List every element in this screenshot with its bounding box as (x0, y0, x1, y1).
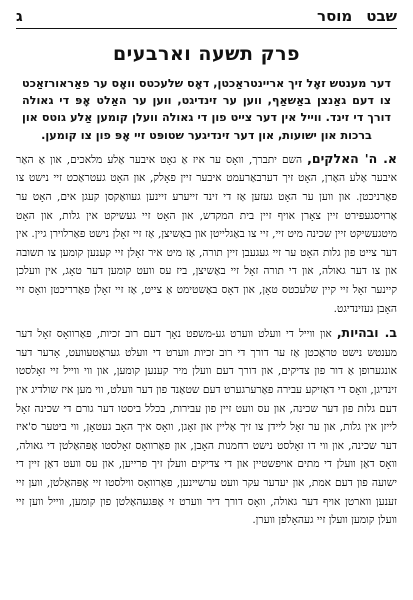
running-head (16, 6, 397, 29)
paragraph-b (16, 324, 397, 530)
chapter-title: פרק תשעה וארבעים (112, 43, 301, 65)
section-letter: ג (16, 7, 23, 25)
paragraph-a (16, 150, 397, 318)
paragraph-b-lead: ב. ובהיות, (336, 325, 398, 341)
book-name: מוסר (317, 7, 353, 25)
chapter-summary: דער מענטש זאָל זיך אריינטראַכטן, דאָס שלעכטס וואָס ער פאַראורזאַכט צו דעם גאַנצן באַשאַף, ווען ער זינדיגט, ווען ער האַלט אָפּ די גאולה דורך די זינד. ווייל אין דער צייט פון די גאולה וועלן קומען אַלע גוטס און ברכות און ישועות, און דער זינדיגער שטופּט זיי אָפּ פון צו קומען. (22, 77, 391, 142)
paragraph-a-text: השם יתברך, וואָס ער איז אַ גאָט איבער אַלע מלאכים, און אַ האַר איבער אַלע האַרן, האָט זיך דערבאַרעמט איבער זיין פאָלק, און האָט געטראַכט זיי נישט צו פאַרניכטן. און ווען ער האָט געזען אַז די זינד זייערע זיינען געוואַקסן קעגן אים, האָט ער אַרויסגעפירט זיין צאָרן אויף זיין בית המקדש, און האָט זיי געשיקט אין גלות, און האָט מיטגעשיקט זיין שכינה מיט זיי, זיי צו באַגלייטן און באַשיצן, אַז זיי זאָלן נישט פאַרלוירן גיין. אין דער צייט פון גלות האָט ער זיי געגעבן זיין תורה, אַז מיט איר זאָלן זיי קענען קומען צו תשובה און צו דער גאולה, און די תורה זאָל זיי באַשיצן, ביז עס וועט קומען דער טאָג, אין וועלכן קיינער זאָל זיי קיין שלעכטס טאָן, און דאָס באַשטימט אַ צייט, אַז זיי זאָלן פאַרריכטן וואָס זיי האָבן געזינדיגט. (16, 153, 397, 315)
tractate-name: שבט (366, 7, 397, 25)
running-head-titles (317, 7, 397, 25)
paragraph-b-text: און ווייל די וועלט ווערט גע-משפט נאָך דעם רוב זכיות, פאַרוואָס זאָל דער מענטש נישט טראַכטן אַז ער דורך די רוב זכיות ווערט די וועלט געראַטעוועט, אָדער דער אונגערופן אַ דור פון צדיקים, און דורך דעם וועלן מיר קענען קומען, און ווי ווייל זיי זאָלסטו זינדיגן, וואָס די דאַזיקע עבירה פאַרערגערט דעם שטאַנד פון דער וועלט, ווי מען איז שולדיג אין דעם גלות פון דער שכינה, און עס וועט זיין פון עבירות, בכלל ביסטו דער גורם די שכינה זאָל לייזן אין גלות, און ער זאָל ליידן צו זיך אַליין און זאָגן, וואָס איך האָב געטאָן, ווי ביטער ס'איז דער שכינה, און ווי דו זאָלסט נישט רחמנות האָבן, און פאַרוואָס זאָלסטו אָפּהאַלטן די גאולה, וואָס דאַן וועלן די מתים אויפשטיין און די צדיקים וועלן זיך פרייען, און עס וועט דאַן זיין די ישועה פון דעם אמת, און יעדער עקר וועט ערשיינען, פאַרוואָס ווילסטו זיי אָפּהאַלטן, ווען זיי זענען ווארטן אויף דער גאולה, וואָס דורך דיר ווערט זי אָפּגעהאַלטן פון קומען, ווייל ווען זיי וועלן קומען וועלן זיי געהאָלפן ווערן. (16, 328, 397, 527)
paragraph-a-lead: א. ה' האלקים, (307, 150, 398, 166)
